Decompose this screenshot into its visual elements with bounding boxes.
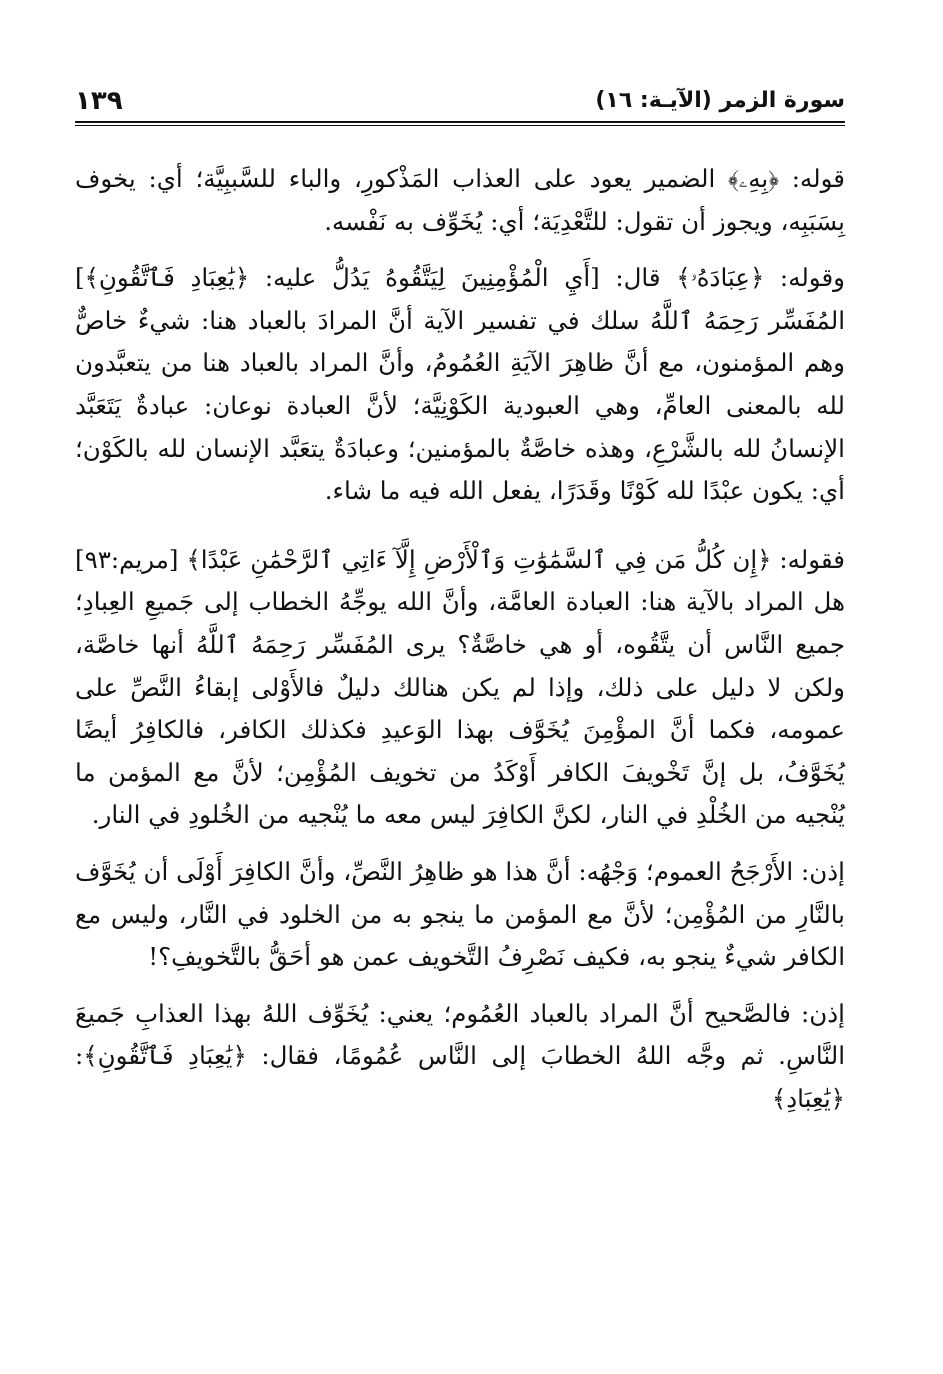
header-rule-thick <box>75 121 845 123</box>
paragraph-4: إذن: الأَرْجَحُ العموم؛ وَجْهُه: أنَّ هذا هو ظاهِرُ النَّصِّ، وأنَّ الكافِرَ أَوْلَى أن يُخَوَّف بالنَّارِ من المُؤْمِن؛ لأنَّ مع المؤمن ما ينجو به من الخلود في النَّار، وليس مع الكافر شيءٌ ينجو به، فكيف نَصْرِفُ التَّخويف عمن هو أحَقُّ بالتَّخويفِ؟! <box>75 856 845 972</box>
header-rule-thin <box>75 125 845 126</box>
page-header <box>75 84 845 124</box>
page-number: ١٣٩ <box>75 86 123 116</box>
body-text <box>75 158 845 1120</box>
paragraph-5: إذن: فالصَّحيح أنَّ المراد بالعباد العُمُوم؛ يعني: يُخَوِّف اللهُ بهذا العذابِ جَميعَ النَّاسِ. ثم وجَّه اللهُ الخطابَ إلى النَّاس عُمُومًا، فقال: ﴿يَٰعِبَادِ فَٱتَّقُونِ﴾: ﴿يَٰعِبَادِ﴾ <box>75 998 845 1113</box>
paragraph-2: وقوله: ﴿عِبَادَهُۥ﴾ قال: [أَيِ الْمُؤْمِنِينَ لِيَتَّقُوهُ يَدُلُّ عليه: ﴿يَٰعِبَادِ فَٱتَّقُونِ﴾] المُفَسِّر رَحِمَهُ ٱللَّهُ سلك في تفسير الآية أنَّ المرادَ بالعباد هنا: شيءٌ خاصٌّ وهم المؤمنون، مع أنَّ ظاهِرَ الآيَةِ العُمُومُ، وأنَّ المراد بالعباد هنا من يتعبَّدون لله بالمعنى العامِّ، وهي العبودية الكَوْنِيَّة؛ لأنَّ العبادة نوعان: عبادةٌ يَتَعَبَّد الإنسانُ لله بالشَّرْعِ، وهذه خاصَّةٌ بالمؤمنين؛ وعبادَةٌ يتعَبَّد الإنسان لله بالكَوْن؛ أي: يكون عبْدًا لله كَوْنًا وقَدَرًا، يفعل الله فيه ما شاء. <box>75 263 845 506</box>
paragraph-1: قوله: ﴿بِهِۦ﴾ الضمير يعود على العذاب المَذْكورِ، والباء للسَّببِيَّة؛ أي: يخوف بِسَبَبِه، ويجوز أن تقول: للتَّعْدِيَة؛ أي: يُخَوِّف به نَفْسه. <box>75 164 845 236</box>
running-head-title: سورة الزمر (الآيـة: ١٦) <box>595 88 845 113</box>
paragraph-3: فقوله: ﴿إِن كُلُّ مَن فِي ٱلسَّمَٰوَٰتِ وَٱلْأَرْضِ إِلَّآ ءَاتِي ٱلرَّحْمَٰنِ عَبْدًا﴾ [مريم:٩٣] هل المراد بالآية هنا: العبادة العامَّة، وأنَّ الله يوجِّهُ الخطاب إلى جَميعِ العِبادِ؛ جميع النَّاس أن يتَّقُوه، أو هي خاصَّةٌ؟ يرى المُفَسِّر رَحِمَهُ ٱللَّهُ أنها خاصَّة، ولكن لا دليل على ذلك، وإذا لم يكن هنالك دليلٌ فالأَوْلى إبقاءُ النَّصِّ على عمومه، فكما أنَّ المؤْمِنَ يُخَوَّف بهذا الوَعيدِ فكذلك الكافر، فالكافِرُ أيضًا يُخَوَّفُ، بل إنَّ تَخْويفَ الكافر أَوْكَدُ من تخويف المُؤْمِن؛ لأنَّ مع المؤمن ما يُنْجيه من الخُلْدِ في النار، لكنَّ الكافِرَ ليس معه ما يُنْجيه من الخُلودِ في النار. <box>75 544 845 830</box>
